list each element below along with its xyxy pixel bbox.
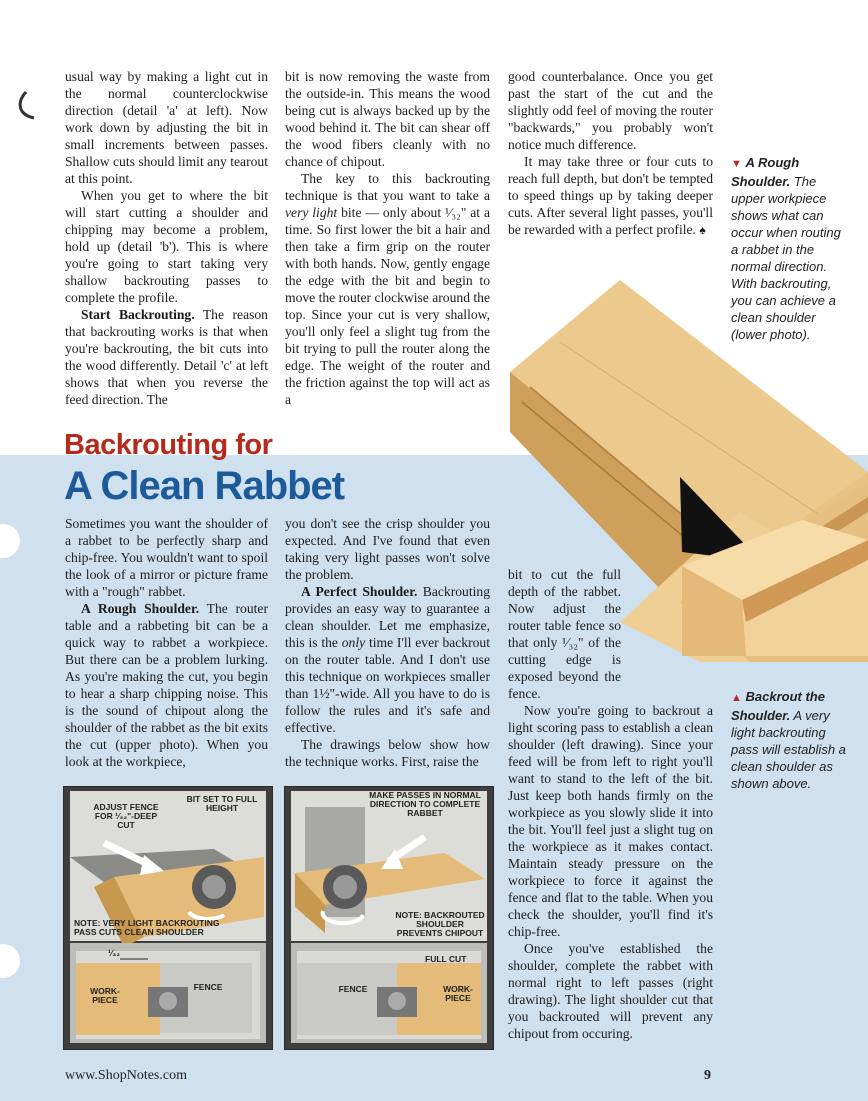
caption-text: The upper workpiece shows what can occur when routing a rabbet in the normal direction. With backrouting, you can achieve a clean shoulder (lower photo). xyxy=(731,174,841,342)
paragraph: When you get to where the bit will start cutting a shoulder and chipping may become a problem, hold up (detail 'b'). This is where you're going to start taking very shallow backrouting passes to complete the profile. xyxy=(65,188,268,305)
paragraph xyxy=(65,600,268,770)
article-title-line-1: Backrouting for xyxy=(64,429,273,461)
article-column-3 xyxy=(508,566,713,1042)
paragraph: Now you're going to backrout a light scoring pass to establish a clean shoulder (left drawing). Since your feed will be from left to right you'll want to stand to the left of the bit. Just keep both hands firmly on the workpiece as you slowly slide it into the bit. You'll feel just a slight tug on the workpiece as it makes contact. Maintain steady pressure on the workpiece to force it against the fence and flat to the table. When you check the shoulder, you'll find it's chip-free. xyxy=(508,703,713,939)
emphasis: only xyxy=(341,635,366,650)
triangle-up-icon: ▲ xyxy=(731,692,742,704)
paragraph xyxy=(285,170,490,408)
caption-title: A Rough Shoulder. xyxy=(731,155,800,189)
paragraph-text: It may take three or four cuts to reach full depth, but don't be tempted to speed things up by taking deeper cuts. After several light passes, you'll be rewarded with a perfect profile. xyxy=(508,154,713,237)
paragraph-text: The key to this backrouting technique is that you want to take a xyxy=(285,171,490,203)
paragraph-text: Backrouting provides an easy way to guarantee a clean shoulder. Let me emphasize, this is the xyxy=(285,584,490,650)
article-column-2 xyxy=(285,515,490,770)
run-in-head: Start Backrouting. xyxy=(81,307,195,322)
article-title-line-2: A Clean Rabbet xyxy=(64,464,345,508)
triangle-down-icon: ▼ xyxy=(731,158,742,170)
note-left: NOTE: VERY LIGHT BACKROUTING PASS CUTS CLEAN SHOULDER xyxy=(74,918,220,937)
label-fence: FENCE xyxy=(193,982,223,992)
label-workpiece: WORK-PIECE xyxy=(90,986,120,1005)
paragraph-text: The router table and a rabbeting bit can be a quick way to rabbet a workpiece. But there can be a problem lurking. As you're making the cut, you begin to hear a sharp chipping noise. This is the sound of chipout along the shoulder of the rabbet as the bit exits the cut (upper photo). When you look at the workpiece, xyxy=(65,601,268,769)
margin-mark-icon xyxy=(4,88,40,128)
label-workpiece: WORK-PIECE xyxy=(443,984,473,1003)
paragraph-text: bite — only about ¹⁄₃₂" at a time. So first lower the bit a hair and then take a firm grip on the router with both hands. Now, gently engage the edge with the bit and begin to move the router clockwise around the top. Since your cut is very shallow, you'll only feel a slight tug from the bit trying to pull the router along the edge. The weight of the router and the friction against the top will act as a xyxy=(285,205,491,407)
top-column-3 xyxy=(508,68,713,239)
top-column-2 xyxy=(285,68,490,408)
label-adjust-fence: ADJUST FENCE FOR ¹⁄₃₂"-DEEP CUT xyxy=(93,802,159,830)
paragraph: Once you've established the shoulder, complete the rabbet with normal right to left passes (right drawing). The light shoulder cut that you backrouted will prevent any chipout from occuring. xyxy=(508,941,713,1041)
caption-text: A very light backrouting pass will establish a clean shoulder as shown above. xyxy=(731,708,846,791)
label-make-passes: MAKE PASSES IN NORMAL DIRECTION TO COMPLETE RABBET xyxy=(369,790,481,818)
paragraph: Sometimes you want the shoulder of a rabbet to be perfectly sharp and chip-free. You wouldn't want to spoil the look of a mirror or picture frame with a "rough" rabbet. xyxy=(65,516,268,599)
caption-bottom xyxy=(731,688,855,792)
paragraph: usual way by making a light cut in the normal counterclockwise direction (detail 'a' at left). Now work down by adjusting the bit in small increments between passes. Shallow cuts should limit any tearout at this point. xyxy=(65,69,268,186)
label-bit-set: BIT SET TO FULL HEIGHT xyxy=(186,794,258,813)
paragraph: bit to cut the full depth of the rabbet. Now adjust the router table fence so that only ¹⁄₃₂" of the cutting edge is exposed beyond the fence. xyxy=(508,567,621,701)
footer-url: www.ShopNotes.com xyxy=(65,1068,187,1083)
drawing-backrout-pass xyxy=(63,786,273,1050)
label-fence: FENCE xyxy=(338,984,368,994)
drawing-normal-pass xyxy=(284,786,494,1050)
page-number: 9 xyxy=(704,1068,711,1083)
article-column-1 xyxy=(65,515,268,770)
note-right: NOTE: BACKROUTED SHOULDER PREVENTS CHIPOUT xyxy=(395,910,485,938)
label-full-cut: FULL CUT xyxy=(425,954,467,964)
paragraph: good counterbalance. Once you get past the start of the cut and the slightly odd feel of moving the router "backwards," you probably won't notice much difference. xyxy=(508,69,713,152)
paragraph-text: The reason that backrouting works is that when you're backrouting, the bit cuts into the wood differently. Detail 'c' at left shows that when you reverse the feed direction. The xyxy=(65,307,268,407)
end-mark-icon: ♠ xyxy=(699,223,706,237)
paragraph xyxy=(285,583,490,736)
emphasis: very light xyxy=(285,205,338,220)
dimension-label: ¹⁄₃₂ xyxy=(108,948,120,958)
paragraph: you don't see the crisp shoulder you expected. And I've found that even taking very light passes won't solve the problem. xyxy=(285,516,490,582)
caption-title: Backrout the Shoulder. xyxy=(731,689,825,723)
caption-top xyxy=(731,154,851,343)
paragraph: bit is now removing the waste from the outside-in. This means the wood being cut is always backed up by the wood behind it. The bit can shear off the wood fibers cleanly with no chance of chipout. xyxy=(285,69,490,169)
paragraph: The drawings below show how the technique works. First, raise the xyxy=(285,737,490,769)
top-column-1 xyxy=(65,68,268,408)
paragraph xyxy=(65,306,268,408)
run-in-head: A Perfect Shoulder. xyxy=(301,584,418,599)
paragraph-text: time I'll ever backrout on the router table. And I don't use this technique on workpieces smaller than 1½"-wide. All you have to do is follow the rules and it's safe and effective. xyxy=(285,635,490,735)
paragraph xyxy=(508,153,713,239)
run-in-head: A Rough Shoulder. xyxy=(81,601,200,616)
